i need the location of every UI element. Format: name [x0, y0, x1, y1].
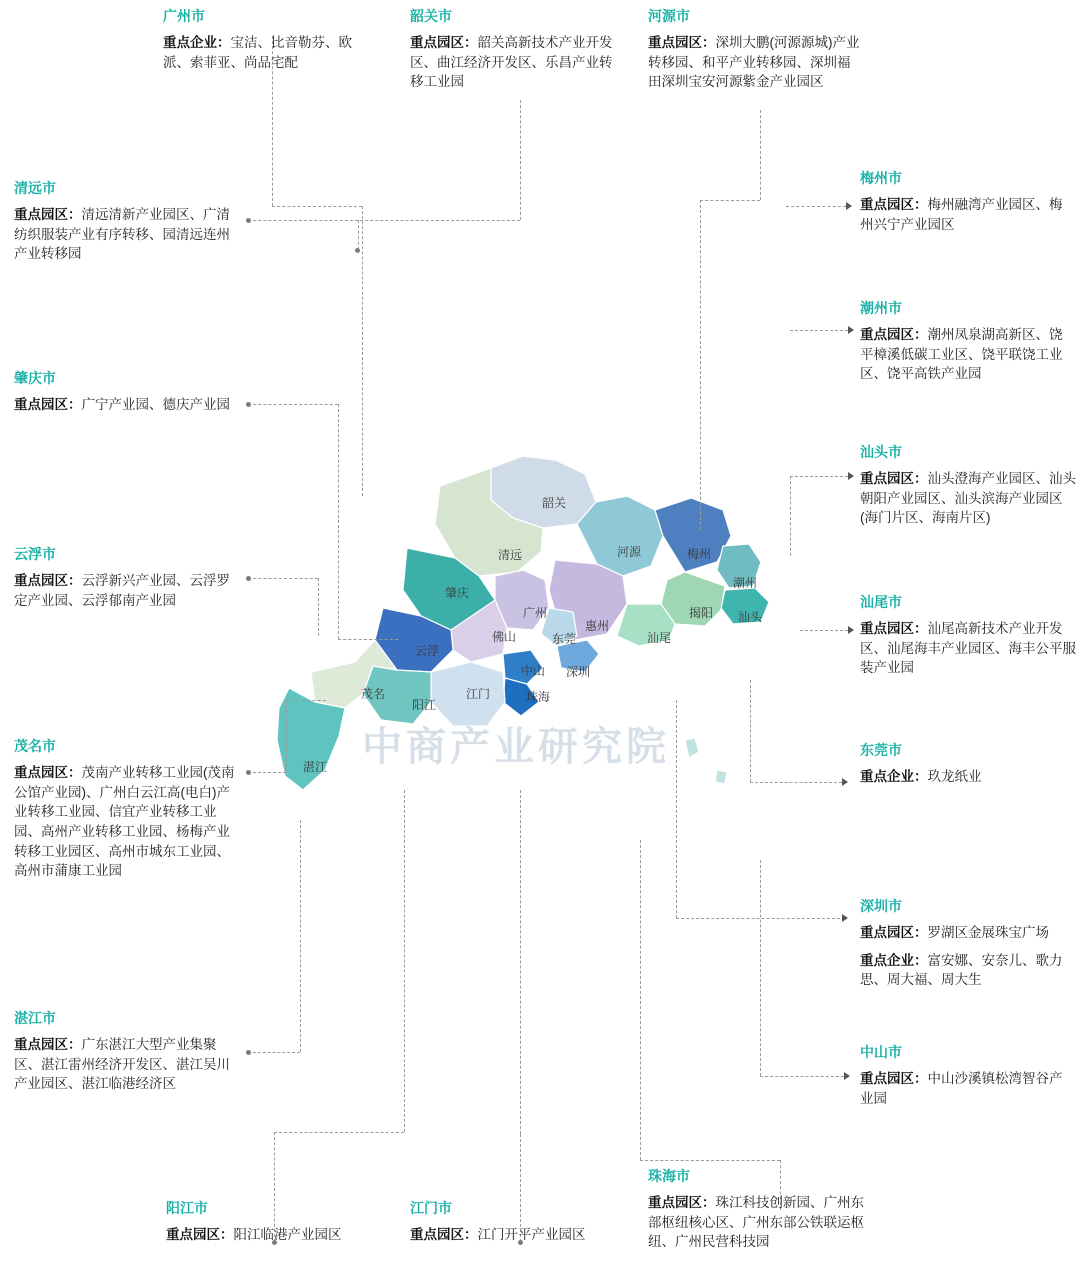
map-city-label: 肇庆: [445, 586, 470, 600]
callout-guangzhou: [163, 6, 373, 80]
callout-item: 重点企业：宝洁、比音勒芬、欧派、索菲亚、尚品宅配: [163, 35, 352, 70]
callout-item: 重点园区：云浮新兴产业园、云浮罗定产业园、云浮郁南产业园: [14, 573, 230, 608]
callout-item: 重点园区：汕头澄海产业园区、汕头朝阳产业园区、汕头滨海产业园区(海门片区、海南片区): [860, 471, 1076, 526]
callout-item: 重点园区：深圳大鹏(河源源城)产业转移园、和平产业转移园、深圳福田深圳宝安河源紫金产业园区: [648, 35, 860, 90]
callout-dongguan: [860, 740, 1074, 795]
map-city-label: 湛江: [303, 760, 328, 774]
callout-item: 重点园区：广东湛江大型产业集聚区、湛江雷州经济开发区、湛江吴川产业园区、湛江临港经济区: [14, 1037, 230, 1092]
map-city-label: 梅州: [687, 547, 712, 561]
map-city-label: 东莞: [552, 632, 577, 646]
callout-city-maoming: 茂名市: [14, 738, 56, 754]
callout-shanwei: [860, 592, 1080, 686]
map-city-label: 惠州: [585, 619, 610, 633]
callout-heyuan: [648, 6, 863, 100]
callout-zhongshan: [860, 1042, 1074, 1116]
map-city-label: 韶关: [542, 496, 567, 510]
callout-zhaoqing: [14, 368, 239, 423]
callout-item: 重点园区：罗湖区金展珠宝广场: [860, 925, 1049, 941]
callout-city-guangzhou: 广州市: [163, 8, 205, 24]
callout-city-yangjiang: 阳江市: [166, 1200, 208, 1216]
callout-zhuhai: [648, 1166, 873, 1260]
callout-item: 重点企业：富安娜、安奈儿、歌力思、周大福、周大生: [860, 952, 1063, 988]
callout-item: 重点园区：茂南产业转移工业园(茂南公馆产业园)、广州白云江高(电白)产业转移工业园、信宜产业转移工业园、高州产业转移工业园、杨梅产业转移工业园区、高州市城东工业园、高州市蒲康工业园: [14, 765, 235, 879]
callout-yunfu: [14, 544, 239, 618]
callout-city-dongguan: 东莞市: [860, 742, 902, 758]
callout-city-chaozhou: 潮州市: [860, 300, 902, 316]
callout-item: 重点园区：江门开平产业园区: [410, 1227, 586, 1243]
callout-city-heyuan: 河源市: [648, 8, 690, 24]
callout-chaozhou: [860, 298, 1074, 392]
map-city-label: 汕尾: [647, 631, 672, 645]
callout-shenzhen: [860, 896, 1074, 998]
map-city-label: 揭阳: [689, 606, 714, 620]
callout-city-shaoguan: 韶关市: [410, 8, 452, 24]
callout-city-zhanjiang: 湛江市: [14, 1010, 56, 1026]
callout-shaoguan: [410, 6, 625, 100]
map-city-label: 茂名: [361, 687, 386, 701]
map-city-label: 清远: [498, 548, 523, 562]
callout-city-shenzhen: 深圳市: [860, 898, 902, 914]
callout-shantou: [860, 442, 1080, 536]
map-city-label: 河源: [617, 545, 642, 559]
callout-city-yunfu: 云浮市: [14, 546, 56, 562]
callout-meizhou: [860, 168, 1074, 242]
callout-city-jiangmen: 江门市: [410, 1200, 452, 1216]
callout-item: 重点园区：阳江临港产业园区: [166, 1227, 342, 1243]
callout-item: 重点园区：珠江科技创新园、广州东部枢纽核心区、广州东部公铁联运枢纽、广州民营科技园: [648, 1195, 864, 1250]
map-city-label: 江门: [466, 687, 491, 701]
callout-city-zhuhai: 珠海市: [648, 1168, 690, 1184]
map-city-label: 广州: [523, 606, 548, 620]
map-city-label: 珠海: [526, 690, 551, 704]
callout-yangjiang: [166, 1198, 381, 1253]
callout-item: 重点园区：潮州凤泉湖高新区、饶平樟溪低碳工业区、饶平联饶工业区、饶平高铁产业园: [860, 327, 1063, 382]
callout-qingyuan: [14, 178, 239, 272]
map-city-label: 潮州: [733, 576, 758, 590]
callout-item: 重点园区：汕尾高新技术产业开发区、汕尾海丰产业园区、海丰公平服装产业园: [860, 621, 1076, 676]
callout-zhanjiang: [14, 1008, 239, 1102]
callout-city-zhaoqing: 肇庆市: [14, 370, 56, 386]
map-city-label: 云浮: [415, 644, 440, 658]
callout-item: 重点园区：广宁产业园、德庆产业园: [14, 397, 230, 413]
callout-item: 重点园区：中山沙溪镇松湾智谷产业园: [860, 1071, 1063, 1106]
map-city-label: 深圳: [566, 665, 591, 679]
callout-maoming: [14, 736, 239, 889]
callout-city-zhongshan: 中山市: [860, 1044, 902, 1060]
callout-city-shantou: 汕头市: [860, 444, 902, 460]
callout-item: 重点园区：清远清新产业园区、广清纺织服装产业有序转移、园清远连州产业转移园: [14, 207, 230, 262]
callout-item: 重点园区：梅州融湾产业园区、梅州兴宁产业园区: [860, 197, 1063, 232]
map-city-label: 汕头: [738, 610, 763, 624]
map-city-label: 阳江: [412, 698, 437, 712]
callout-city-meizhou: 梅州市: [860, 170, 902, 186]
callout-item: 重点企业：玖龙纸业: [860, 769, 982, 785]
map-city-label: 中山: [521, 664, 546, 678]
callout-city-shanwei: 汕尾市: [860, 594, 902, 610]
map-city-label: 佛山: [492, 630, 517, 644]
callout-item: 重点园区：韶关高新技术产业开发区、曲江经济开发区、乐昌产业转移工业园: [410, 35, 613, 90]
callout-city-qingyuan: 清远市: [14, 180, 56, 196]
watermark: 中商产业研究院: [362, 725, 670, 769]
callout-jiangmen: [410, 1198, 625, 1253]
